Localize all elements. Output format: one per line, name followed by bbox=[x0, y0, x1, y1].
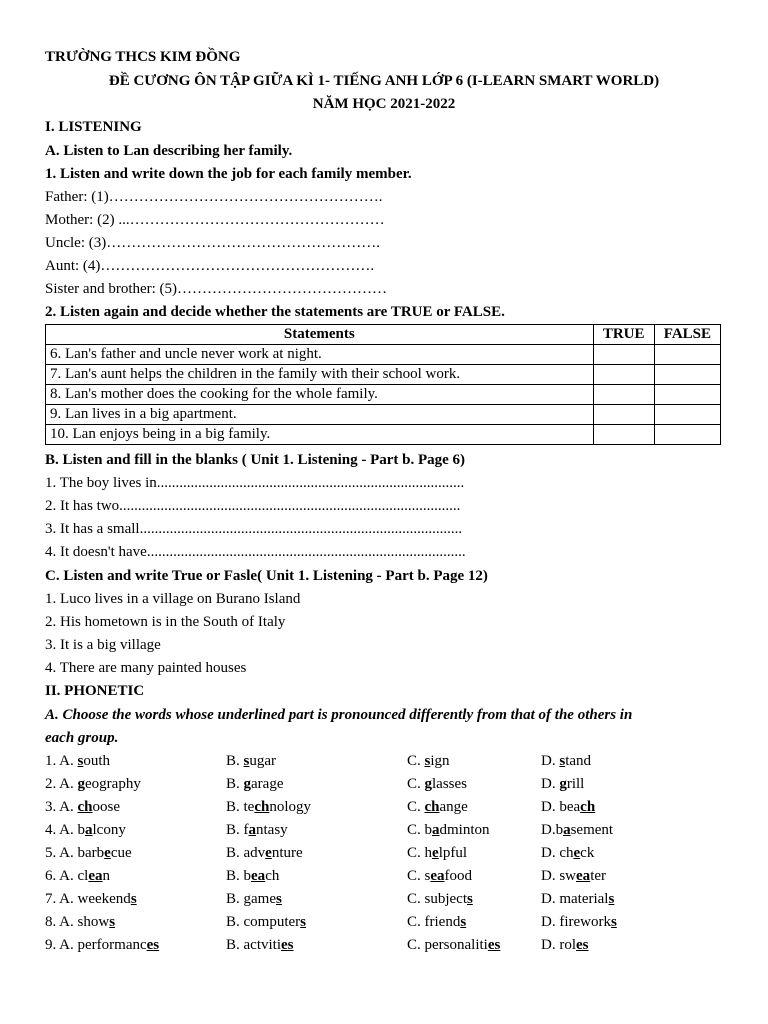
option-b bbox=[226, 798, 311, 816]
option-text: B. f bbox=[226, 822, 249, 838]
option-text: 3. A. bbox=[45, 799, 78, 815]
underlined-part: ch bbox=[77, 799, 93, 815]
option-c bbox=[407, 936, 500, 954]
option-text: lpful bbox=[438, 845, 468, 861]
option-text: ign bbox=[430, 753, 450, 769]
option-text: B. b bbox=[226, 868, 252, 884]
true-cell bbox=[593, 425, 654, 445]
underlined-part: s bbox=[109, 914, 116, 930]
table-header-row bbox=[46, 325, 721, 345]
option-text: D. rol bbox=[541, 937, 576, 953]
part-c-item: 2. His hometown is in the South of Italy bbox=[45, 614, 286, 630]
question-1-heading: 1. Listen and write down the job for each family member. bbox=[45, 166, 412, 182]
part-b-item: 4. It doesn't have..................................................................................... bbox=[45, 544, 466, 560]
table-row bbox=[46, 385, 721, 405]
underlined-part: s bbox=[130, 891, 137, 907]
underlined-part: s bbox=[77, 753, 84, 769]
statement-cell: 10. Lan enjoys being in a big family. bbox=[46, 425, 594, 445]
option-text: lasses bbox=[432, 776, 468, 792]
option-text: nture bbox=[271, 845, 303, 861]
option-text: D.b bbox=[541, 822, 564, 838]
phonetic-instruction: A. Choose the words whose underlined part is pronounced differently from that of the others in bbox=[45, 707, 633, 723]
table-row bbox=[46, 425, 721, 445]
option-a bbox=[45, 913, 115, 931]
option-text: C. bbox=[407, 799, 425, 815]
underlined-part: e bbox=[573, 845, 581, 861]
underlined-part: ea bbox=[576, 868, 591, 884]
family-member-uncle: Uncle: (3)………………………………………………. bbox=[45, 235, 380, 251]
underlined-part: e bbox=[104, 845, 111, 861]
option-text: B. bbox=[226, 753, 244, 769]
false-cell bbox=[654, 405, 720, 425]
option-text: B. te bbox=[226, 799, 255, 815]
table-header-true: TRUE bbox=[593, 325, 654, 345]
option-text: rill bbox=[566, 776, 585, 792]
underlined-part: ea bbox=[88, 868, 103, 884]
option-text: cue bbox=[110, 845, 132, 861]
underlined-part: s bbox=[300, 914, 306, 930]
option-d bbox=[541, 752, 591, 770]
statement-cell: 9. Lan lives in a big apartment. bbox=[46, 405, 594, 425]
option-text: B. adv bbox=[226, 845, 266, 861]
option-text: C. bbox=[407, 753, 425, 769]
option-c bbox=[407, 867, 472, 885]
underlined-part: es bbox=[146, 937, 160, 953]
option-text: 1. A. bbox=[45, 753, 78, 769]
section-phonetic-heading: II. PHONETIC bbox=[45, 683, 145, 699]
phonetic-instruction-cont: each group. bbox=[45, 730, 119, 746]
underlined-part: a bbox=[248, 822, 256, 838]
option-text: B. bbox=[226, 776, 244, 792]
underlined-part: g bbox=[243, 776, 252, 792]
option-text: 8. A. show bbox=[45, 914, 110, 930]
option-text: ugar bbox=[249, 753, 277, 769]
statement-cell: 7. Lan's aunt helps the children in the family with their school work. bbox=[46, 365, 594, 385]
underlined-part: es bbox=[487, 937, 501, 953]
part-b-item: 3. It has a small...................................................................................... bbox=[45, 521, 463, 537]
option-text: 5. A. barb bbox=[45, 845, 105, 861]
part-c-item: 1. Luco lives in a village on Burano Island bbox=[45, 591, 301, 607]
table-header-statements: Statements bbox=[46, 325, 594, 345]
option-c bbox=[407, 844, 467, 862]
option-d bbox=[541, 798, 595, 816]
option-b bbox=[226, 752, 276, 770]
underlined-part: g bbox=[559, 776, 567, 792]
option-c bbox=[407, 821, 490, 839]
family-member-mother: Mother: (2) ...…………………………………………… bbox=[45, 212, 385, 228]
true-false-table bbox=[45, 324, 721, 445]
option-text: C. b bbox=[407, 822, 433, 838]
option-text: ch bbox=[265, 868, 280, 884]
part-b-item: 1. The boy lives in.................................................................................. bbox=[45, 475, 465, 491]
option-text: nology bbox=[269, 799, 312, 815]
option-text: oose bbox=[92, 799, 121, 815]
option-a bbox=[45, 844, 132, 862]
option-text: 9. A. performanc bbox=[45, 937, 147, 953]
part-c-item: 3. It is a big village bbox=[45, 637, 161, 653]
option-d bbox=[541, 867, 606, 885]
part-c-heading: C. Listen and write True or Fasle( Unit 1. Listening - Part b. Page 12) bbox=[45, 568, 488, 584]
option-c bbox=[407, 752, 450, 770]
family-member-aunt: Aunt: (4)………………………………………………. bbox=[45, 258, 375, 274]
option-text: 2. A. bbox=[45, 776, 78, 792]
option-text: tand bbox=[565, 753, 592, 769]
underlined-part: es bbox=[576, 937, 589, 953]
underlined-part: e bbox=[265, 845, 272, 861]
option-text: D. material bbox=[541, 891, 609, 907]
option-text: food bbox=[444, 868, 473, 884]
part-b-item: 2. It has two........................................................................................... bbox=[45, 498, 461, 514]
option-a bbox=[45, 775, 141, 793]
table-row bbox=[46, 365, 721, 385]
underlined-part: s bbox=[559, 753, 566, 769]
option-b bbox=[226, 821, 288, 839]
underlined-part: s bbox=[460, 914, 467, 930]
option-text: arage bbox=[251, 776, 284, 792]
option-text: D. ch bbox=[541, 845, 574, 861]
option-c bbox=[407, 798, 468, 816]
option-a bbox=[45, 798, 120, 816]
true-cell bbox=[593, 365, 654, 385]
question-2-heading: 2. Listen again and decide whether the statements are TRUE or FALSE. bbox=[45, 304, 505, 320]
underlined-part: s bbox=[276, 891, 282, 907]
option-text: C. subject bbox=[407, 891, 467, 907]
true-cell bbox=[593, 405, 654, 425]
underlined-part: ea bbox=[251, 868, 266, 884]
table-row bbox=[46, 405, 721, 425]
part-a-heading: A. Listen to Lan describing her family. bbox=[45, 143, 293, 159]
option-text: ter bbox=[590, 868, 607, 884]
option-a bbox=[45, 821, 126, 839]
statement-cell: 8. Lan's mother does the cooking for the whole family. bbox=[46, 385, 594, 405]
option-text: C. friend bbox=[407, 914, 461, 930]
option-text: ck bbox=[580, 845, 595, 861]
true-cell bbox=[593, 385, 654, 405]
table-header-false: FALSE bbox=[654, 325, 720, 345]
underlined-part: g bbox=[424, 776, 433, 792]
option-text: dminton bbox=[439, 822, 490, 838]
school-year: NĂM HỌC 2021-2022 bbox=[312, 96, 456, 112]
underlined-part: s bbox=[424, 753, 431, 769]
option-text: C. s bbox=[407, 868, 431, 884]
underlined-part: a bbox=[563, 822, 571, 838]
option-text: n bbox=[102, 868, 111, 884]
option-b bbox=[226, 867, 279, 885]
underlined-part: ea bbox=[430, 868, 445, 884]
underlined-part: ch bbox=[424, 799, 440, 815]
option-d bbox=[541, 821, 613, 839]
option-text: ntasy bbox=[256, 822, 288, 838]
option-d bbox=[541, 913, 617, 931]
family-member-siblings: Sister and brother: (5)…………………………………… bbox=[45, 281, 388, 297]
option-d bbox=[541, 844, 594, 862]
option-text: C. bbox=[407, 776, 425, 792]
underlined-part: s bbox=[467, 891, 473, 907]
underlined-part: a bbox=[85, 822, 93, 838]
option-text: D. firework bbox=[541, 914, 611, 930]
underlined-part: g bbox=[77, 776, 86, 792]
part-b-heading: B. Listen and fill in the blanks ( Unit 1. Listening - Part b. Page 6) bbox=[45, 452, 466, 468]
option-text: C. h bbox=[407, 845, 433, 861]
option-text: D. bbox=[541, 776, 560, 792]
option-text: D. bea bbox=[541, 799, 581, 815]
option-a bbox=[45, 936, 159, 954]
option-text: 4. A. b bbox=[45, 822, 86, 838]
option-text: D. bbox=[541, 753, 560, 769]
option-text: 6. A. cl bbox=[45, 868, 89, 884]
underlined-part: s bbox=[243, 753, 250, 769]
underlined-part: s bbox=[608, 891, 615, 907]
option-text: eography bbox=[85, 776, 141, 792]
table-row bbox=[46, 345, 721, 365]
false-cell bbox=[654, 385, 720, 405]
option-d bbox=[541, 936, 589, 954]
option-b bbox=[226, 936, 294, 954]
option-c bbox=[407, 775, 467, 793]
option-text: sement bbox=[570, 822, 614, 838]
underlined-part: s bbox=[610, 914, 617, 930]
option-text: lcony bbox=[92, 822, 126, 838]
option-a bbox=[45, 867, 110, 885]
school-name: TRƯỜNG THCS KIM ĐỒNG bbox=[45, 49, 241, 65]
document-title: ĐỀ CƯƠNG ÔN TẬP GIỮA KÌ 1- TIẾNG ANH LỚP 6 (I-LEARN SMART WORLD) bbox=[108, 73, 660, 89]
underlined-part: a bbox=[432, 822, 440, 838]
family-member-father: Father: (1)………………………………………………. bbox=[45, 189, 383, 205]
option-text: ange bbox=[439, 799, 468, 815]
option-b bbox=[226, 890, 282, 908]
option-b bbox=[226, 913, 306, 931]
option-a bbox=[45, 890, 137, 908]
option-text: B. game bbox=[226, 891, 276, 907]
option-text: B. actviti bbox=[226, 937, 281, 953]
false-cell bbox=[654, 345, 720, 365]
part-c-item: 4. There are many painted houses bbox=[45, 660, 247, 676]
underlined-part: ch bbox=[580, 799, 596, 815]
option-d bbox=[541, 775, 584, 793]
option-b bbox=[226, 775, 283, 793]
option-d bbox=[541, 890, 614, 908]
option-text: D. sw bbox=[541, 868, 577, 884]
option-text: outh bbox=[83, 753, 111, 769]
option-c bbox=[407, 890, 473, 908]
option-text: C. personaliti bbox=[407, 937, 488, 953]
true-cell bbox=[593, 345, 654, 365]
underlined-part: ch bbox=[254, 799, 270, 815]
underlined-part: es bbox=[281, 937, 294, 953]
option-a bbox=[45, 752, 110, 770]
statement-cell: 6. Lan's father and uncle never work at night. bbox=[46, 345, 594, 365]
option-c bbox=[407, 913, 466, 931]
false-cell bbox=[654, 365, 720, 385]
option-b bbox=[226, 844, 303, 862]
underlined-part: e bbox=[432, 845, 439, 861]
option-text: B. computer bbox=[226, 914, 301, 930]
false-cell bbox=[654, 425, 720, 445]
option-text: 7. A. weekend bbox=[45, 891, 131, 907]
section-listening-heading: I. LISTENING bbox=[45, 119, 142, 135]
